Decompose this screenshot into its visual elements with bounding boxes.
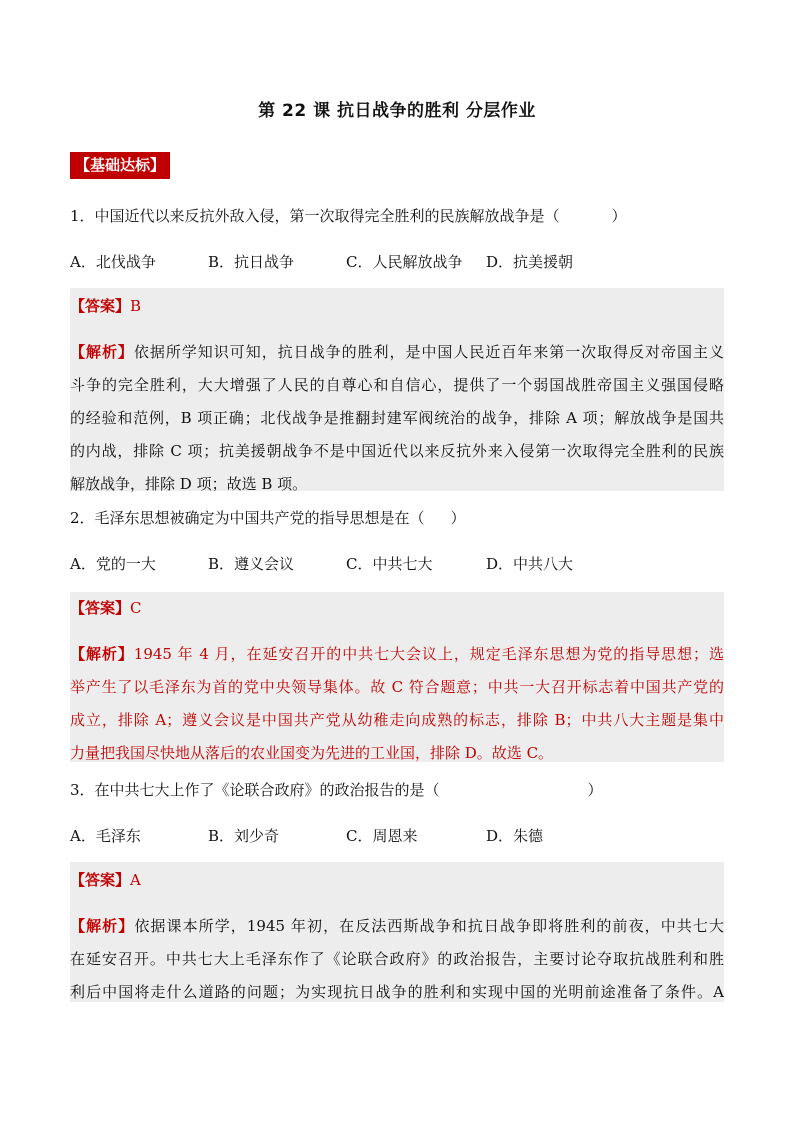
q3-option-d: D．朱德 [486,827,544,845]
q3-option-b: B．刘少奇 [208,827,280,845]
section-tag: 【基础达标】 [70,152,170,179]
analysis-line: 【解析】依据所学知识可知，抗日战争的胜利，是中国人民近百年来第一次取得反对帝国主义 [70,343,724,361]
analysis-line: 力量把我国尽快地从落后的农业国变为先进的工业国，排除 D。故选 C。 [70,744,554,762]
q2-option-d: D．中共八大 [486,555,574,573]
analysis-line: 【解析】1945 年 4 月，在延安召开的中共七大会议上，规定毛泽东思想为党的指导思想；选 [70,645,724,663]
q2-option-a: A．党的一大 [70,555,156,573]
q2-analysis [70,638,724,770]
analysis-line: 成立，排除 A；遵义会议是中国共产党从幼稚走向成熟的标志，排除 B；中共八大主题是集中 [70,711,724,729]
question-2-stem: 2．毛泽东思想被确定为中国共产党的指导思想是在（ ） [70,509,466,527]
q3-answer: 【答案】A [70,871,141,889]
q1-option-b: B．抗日战争 [208,253,295,271]
q2-option-b: B．遵义会议 [208,555,295,573]
analysis-line: 的经验和范例，B 项正确；北伐战争是推翻封建军阀统治的战争，排除 A 项；解放战争是国共 [70,409,724,427]
analysis-line: 解放战争，排除 D 项；故选 B 项。 [70,475,308,493]
q2-answer: 【答案】C [70,599,142,617]
page-title: 第 22 课 抗日战争的胜利 分层作业 [258,101,536,121]
q1-answer: 【答案】B [70,297,142,315]
analysis-line: 斗争的完全胜利，大大增强了人民的自尊心和自信心，提供了一个弱国战胜帝国主义强国侵略 [70,376,724,394]
q3-option-a: A．毛泽东 [70,827,141,845]
analysis-line: 在延安召开。中共七大上毛泽东作了《论联合政府》的政治报告，主要讨论夺取抗战胜利和胜 [70,950,724,968]
q1-option-c: C．人民解放战争 [346,253,463,271]
q3-option-c: C．周恩来 [346,827,418,845]
question-3-stem: 3．在中共七大上作了《论联合政府》的政治报告的是（ ） [70,781,603,799]
q3-analysis [70,910,724,1009]
q1-option-d: D．抗美援朝 [486,253,574,271]
question-1-stem: 1．中国近代以来反抗外敌入侵，第一次取得完全胜利的民族解放战争是（ ） [70,207,627,225]
q1-analysis [70,336,724,501]
q2-option-c: C．中共七大 [346,555,433,573]
q1-option-a: A．北伐战争 [70,253,156,271]
analysis-line: 的内战，排除 C 项；抗美援朝战争不是中国近代以来反抗外来入侵第一次取得完全胜利的民族 [70,442,724,460]
analysis-line: 举产生了以毛泽东为首的党中央领导集体。故 C 符合题意；中共一大召开标志着中国共产党的 [70,678,724,696]
analysis-line: 【解析】依据课本所学，1945 年初，在反法西斯战争和抗日战争即将胜利的前夜，中共七大 [70,917,724,935]
analysis-line: 利后中国将走什么道路的问题；为实现抗日战争的胜利和实现中国的光明前途准备了条件。A [70,983,724,1001]
